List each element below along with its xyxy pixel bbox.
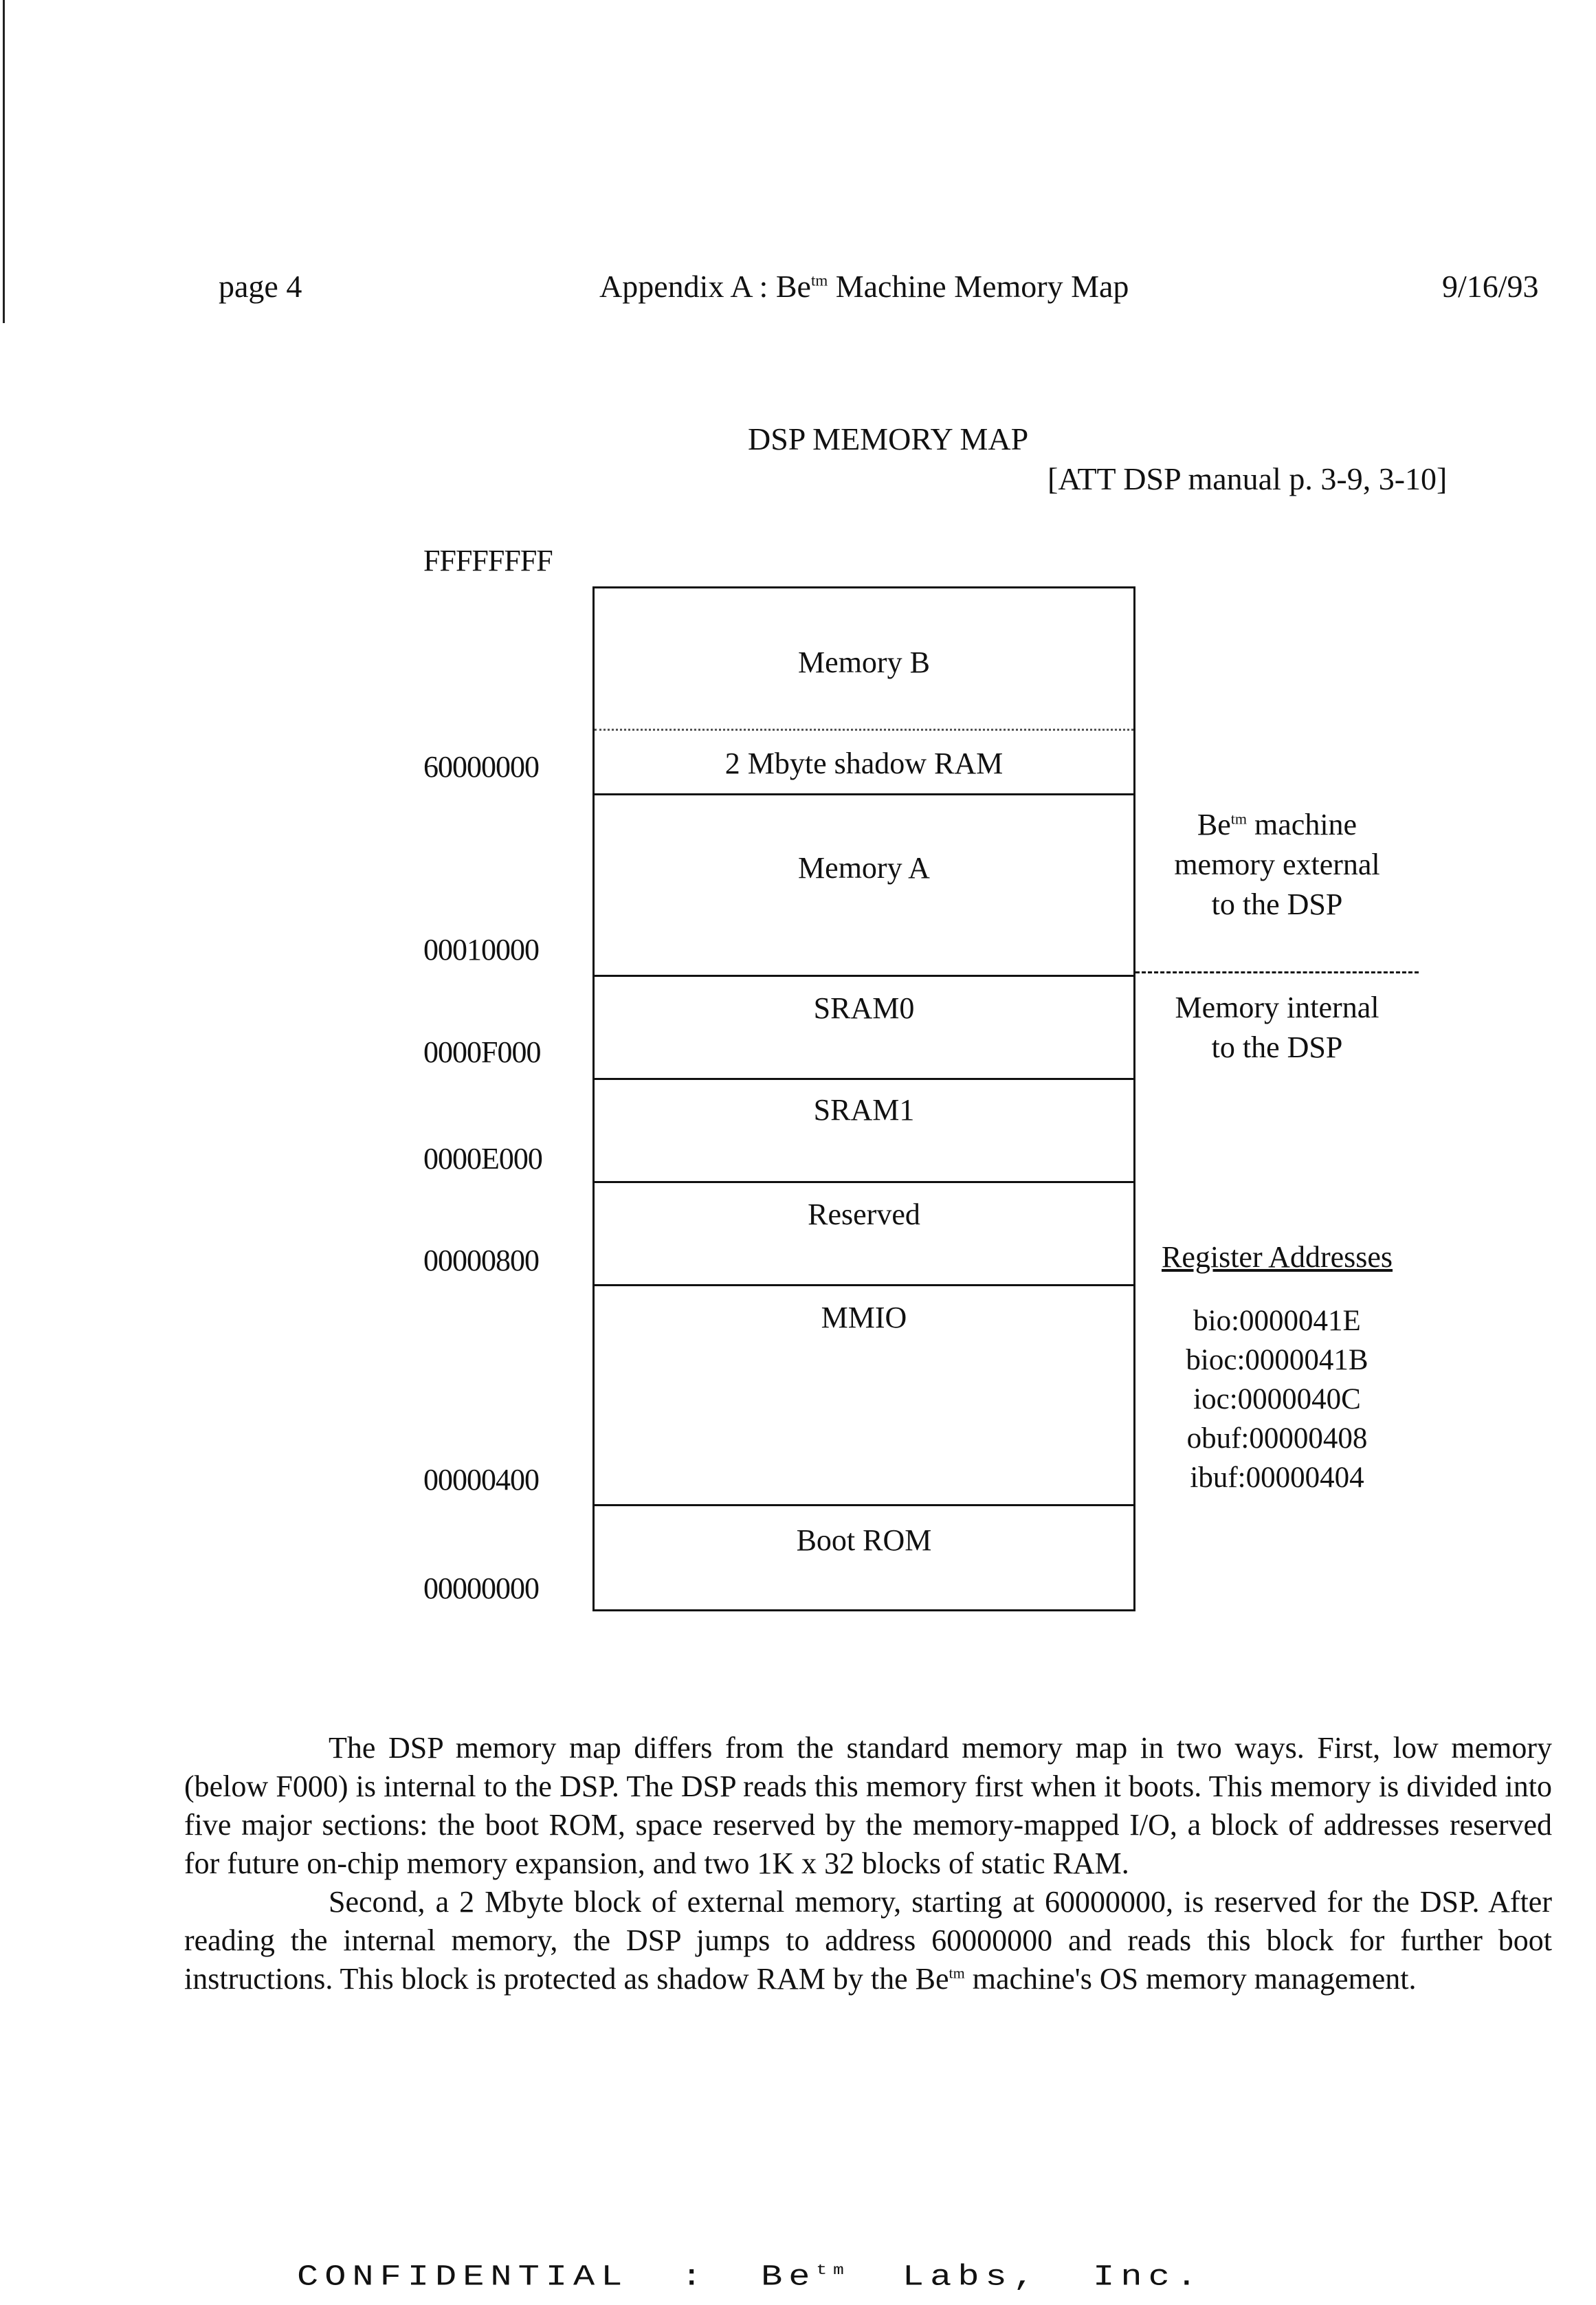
register-item: bio:0000041E [1193, 1305, 1361, 1337]
paragraph-2-tm: tm [949, 1964, 965, 1982]
external-memory-note [1135, 805, 1419, 925]
paragraph-1: The DSP memory map differs from the standard memory map in two ways. First, low memory (below F000) is internal to the DSP. The DSP reads this memory first when it boots. This memory is divided into five major sections: the boot ROM, space reserved by the memory-mapped I/O, a block of addresses reserved for future on-chip memory expansion, and two 1K x 32 blocks of static RAM. [184, 1731, 1552, 1880]
internal-note-line2: to the DSP [1211, 1030, 1343, 1064]
address-label: 00000000 [423, 1571, 539, 1605]
footer-pre: CONFIDENTIAL : Be [297, 2260, 817, 2294]
external-note-line2: memory external [1174, 848, 1380, 881]
confidential-footer [297, 2260, 1548, 2293]
external-note-tm: tm [1230, 810, 1248, 828]
external-note-line1 [1135, 805, 1419, 845]
page-title [599, 268, 1129, 305]
address-label: 00000800 [423, 1244, 539, 1277]
register-item: ioc:0000040C [1193, 1383, 1361, 1415]
region-label: Memory B [798, 646, 930, 679]
region-reserved [595, 1183, 1133, 1286]
region-shadow-ram [595, 731, 1133, 795]
page-title-post: Machine Memory Map [828, 269, 1129, 304]
external-note-be: Be [1197, 808, 1231, 841]
footer-post: Labs, Inc. [850, 2260, 1204, 2294]
address-label: 60000000 [423, 750, 539, 784]
map-title: DSP MEMORY MAP [748, 421, 1029, 456]
page-date: 9/16/93 [1442, 269, 1539, 304]
external-note-machine: machine [1247, 808, 1357, 841]
paragraph-2-pre: Second, a 2 Mbyte block of external memory, starting at 60000000, is reserved for the DSP. After reading the internal memory, the DSP jumps to address 60000000 and reads this block for further boot instructions. This block is protected as shadow RAM by the Be [184, 1885, 1552, 1996]
region-label: Boot ROM [796, 1523, 932, 1557]
map-reference: [ATT DSP manual p. 3-9, 3-10] [1048, 461, 1448, 496]
region-memory-a [595, 795, 1133, 977]
paragraph-2 [184, 1883, 1552, 1998]
region-sram0 [595, 977, 1133, 1080]
region-label: SRAM0 [813, 991, 915, 1025]
page-title-pre: Appendix A : Be [599, 269, 811, 304]
address-label: 00000400 [423, 1463, 539, 1497]
region-sram1 [595, 1080, 1133, 1183]
address-label: 0000F000 [423, 1035, 541, 1069]
footer-tm: tm [816, 2262, 850, 2279]
page-title-tm: tm [810, 272, 828, 289]
address-label: 00010000 [423, 933, 539, 967]
external-note-line3: to the DSP [1211, 887, 1343, 921]
register-item: ibuf:00000404 [1190, 1462, 1364, 1494]
region-memory-b [595, 588, 1133, 731]
address-top: FFFFFFFF [423, 544, 553, 577]
internal-memory-note [1135, 988, 1419, 1068]
memory-map-diagram [592, 586, 1135, 1611]
region-label: 2 Mbyte shadow RAM [724, 747, 1004, 780]
paragraph-2-post: machine's OS memory management. [964, 1962, 1417, 1996]
page-number: page 4 [219, 269, 302, 304]
register-list [1135, 1301, 1419, 1497]
register-addresses-heading: Register Addresses [1161, 1240, 1393, 1274]
address-label: 0000E000 [423, 1142, 542, 1176]
region-label: Memory A [798, 851, 930, 885]
internal-external-divider [1135, 971, 1419, 973]
region-label: MMIO [821, 1301, 907, 1334]
region-label: Reserved [808, 1198, 920, 1231]
internal-note-line1: Memory internal [1175, 991, 1379, 1024]
region-boot-rom [595, 1506, 1133, 1609]
register-item: obuf:00000408 [1186, 1422, 1368, 1455]
region-mmio [595, 1286, 1133, 1506]
body-text [184, 1729, 1552, 1998]
scan-edge-line [3, 0, 5, 323]
register-item: bioc:0000041B [1186, 1344, 1368, 1376]
region-label: SRAM1 [813, 1093, 915, 1127]
